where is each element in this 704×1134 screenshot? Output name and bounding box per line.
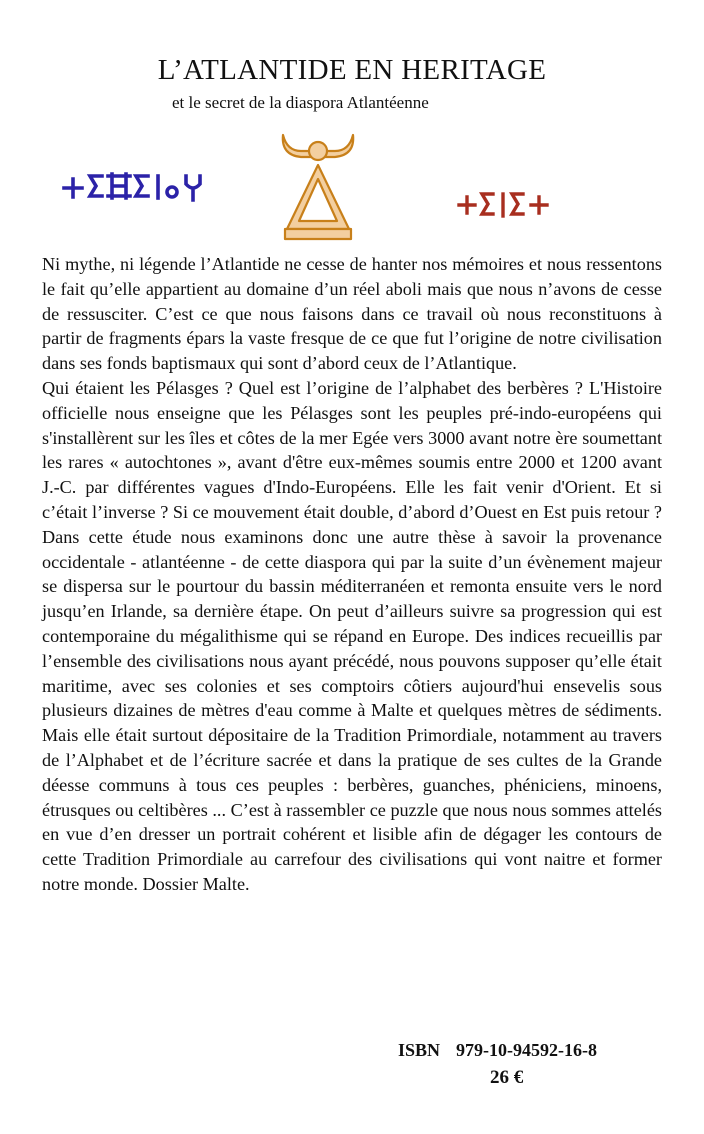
tifinagh-word-blue xyxy=(62,168,252,208)
back-cover-text xyxy=(42,252,662,897)
isbn xyxy=(398,1040,597,1061)
price: 26 € xyxy=(490,1067,524,1088)
tanit-symbol-icon xyxy=(277,133,359,243)
book-subtitle: et le secret de la diaspora Atlantéenne xyxy=(172,93,429,112)
paragraph-2: Qui étaient les Pélasges ? Quel est l’origine de l’alphabet des berbères ? L'Histoire officielle nous enseigne que les Pélasges sont les peuples pré-indo-européens qui s'installèrent sur les îles et côtes de la mer Egée vers 3000 avant notre ère soumettant les rares « autochtones », avant d'être eux-mêmes soumis entre 2000 et 1200 avant J.-C. par différentes vagues d'Indo-Européens. Elle les fait venir d'Orient. Et si c’était l’inverse ? Si ce mouvement était double, d’abord d’Ouest en Est puis retour ? Dans cette étude nous examinons donc une autre thèse à savoir la provenance occidentale - atlantéenne - de cette diaspora qui par la suite d’un évènement majeur se dispersa sur le pourtour du bassin méditerranéen et remonta ensuite vers le nord jusqu’en Irlande, sa dernière étape. On peut d’ailleurs suivre sa progression qui est contemporaine du mégalithisme qui se répand en Europe. Des indices recueillis par l’ensemble des civilisations nous ayant précédé, nous pouvons supposer qu’elle était maritime, avec ses colonies et ses comptoirs côtiers aujourd'hui ensevelis sous plusieurs dizaines de mètres d'eau comme à Malte et quelques mètres de sédiments. Mais elle était surtout dépositaire de la Tradition Primordiale, notamment au travers de l’Alphabet et de l’écriture sacrée et dans la pratique de ses cultes de la Grande déesse communs à tous ces peuples : berbères, guanches, phéniciens, minoens, étrusques ou celtibères ... C’est à rassembler ce puzzle que nous nous sommes attelés en vue d’en dresser un portrait cohérent et lisible afin de dégager les contours de cette Tradition Primordiale au carrefour des civilisations qui vont naitre et former notre monde. Dossier Malte. xyxy=(42,377,662,894)
isbn-label: ISBN xyxy=(398,1040,441,1060)
isbn-number: 979-10-94592-16-8 xyxy=(456,1040,598,1060)
tifinagh-word-red xyxy=(457,188,557,222)
paragraph-1: Ni mythe, ni légende l’Atlantide ne cesse de hanter nos mémoires et nous ressentons le fait qu’elle appartient au domaine d’un réel aboli mais que nous n’avons de cesse de ressusciter. C’est ce que nous faisons dans ce travail où nous reconstituons à partir de fragments épars la vaste fresque de ce que fut l’origine de notre civilisation dans ses fonds baptismaux qui sont d’abord ceux de l’Atlantique. xyxy=(42,254,662,374)
book-title: L’ATLANTIDE EN HERITAGE xyxy=(157,54,547,86)
